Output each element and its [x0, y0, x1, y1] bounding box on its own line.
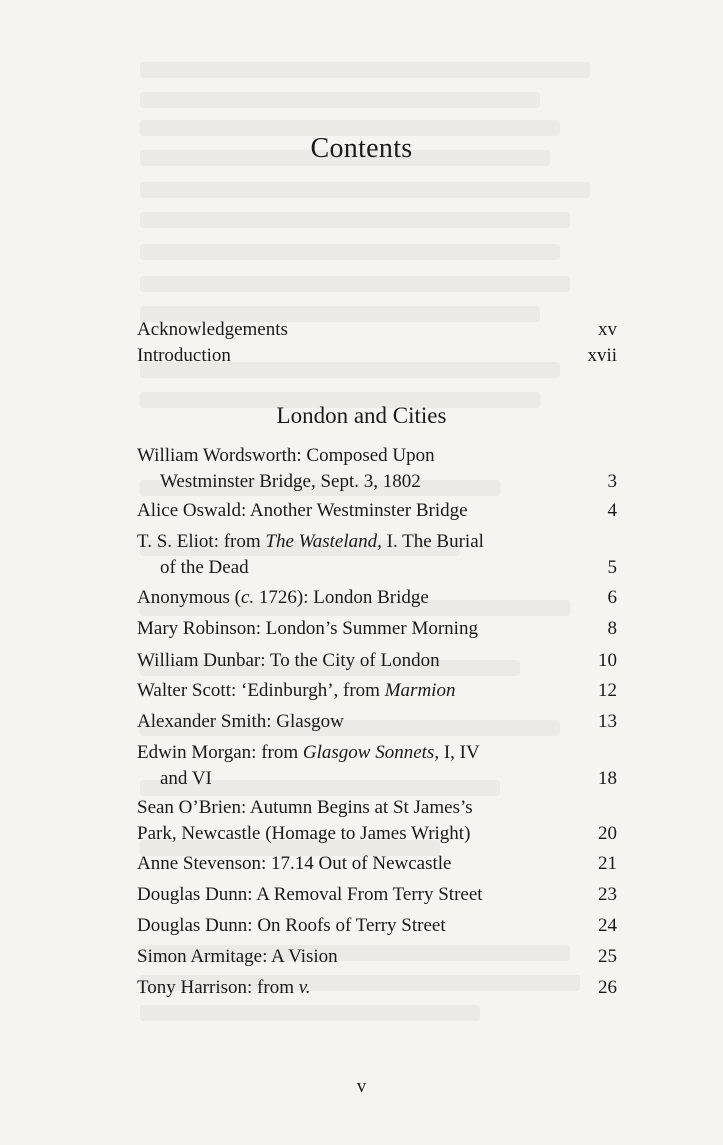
toc-entry[interactable] [137, 944, 617, 970]
toc-entry-title: Sean O’Brien: Autumn Begins at St James’s [137, 797, 473, 818]
toc-entry[interactable] [137, 795, 617, 847]
toc-entry-title: Alice Oswald: Another Westminster Bridge [137, 500, 468, 521]
toc-page-number: 20 [598, 823, 617, 844]
toc-entry-title: William Dunbar: To the City of London [137, 650, 440, 671]
page-title: Contents [310, 133, 413, 164]
toc-entry-title-cont: of the Dead [160, 557, 249, 578]
toc-entry-title: William Wordsworth: Composed Upon [137, 445, 435, 466]
toc-entry-title: Alexander Smith: Glasgow [137, 711, 344, 732]
toc-page-number: 6 [607, 587, 617, 608]
toc-entry[interactable] [137, 851, 617, 877]
toc-page-number: xv [598, 319, 617, 340]
toc-entry-title-cont: and VI [160, 768, 212, 789]
toc-page-number: 8 [607, 618, 617, 639]
toc-entry[interactable] [137, 882, 617, 908]
toc-entry-introduction[interactable] [137, 343, 617, 369]
section-heading: London and Cities [276, 403, 447, 428]
toc-entry-title: T. S. Eliot: from The Wasteland, I. The Burial [137, 531, 484, 552]
toc-entry-title: Anonymous (c. 1726): London Bridge [137, 587, 429, 608]
toc-entry[interactable] [137, 709, 617, 735]
toc-entry[interactable] [137, 740, 617, 792]
toc-entry-acknowledgements[interactable] [137, 317, 617, 343]
toc-entry-title: Tony Harrison: from v. [137, 977, 311, 998]
toc-page-number: 4 [607, 500, 617, 521]
toc-entry-title: Edwin Morgan: from Glasgow Sonnets, I, IV [137, 742, 480, 763]
toc-page-number: 23 [598, 884, 617, 905]
toc-entry[interactable] [137, 975, 617, 1001]
toc-entry-title: Mary Robinson: London’s Summer Morning [137, 618, 478, 639]
toc-entry-label: Acknowledgements [137, 319, 288, 340]
toc-page-number: 3 [607, 471, 617, 492]
toc-page-number: 21 [598, 853, 617, 874]
toc-entry-title: Simon Armitage: A Vision [137, 946, 338, 967]
toc-entry-title-cont: Park, Newcastle (Homage to James Wright) [137, 823, 471, 844]
toc-entry[interactable] [137, 616, 617, 642]
toc-page-number: 18 [598, 768, 617, 789]
toc-page-number: 24 [598, 915, 617, 936]
toc-entry[interactable] [137, 585, 617, 611]
toc-entry-title: Walter Scott: ‘Edinburgh’, from Marmion [137, 680, 456, 701]
toc-entry-label: Introduction [137, 345, 231, 366]
toc-page-number: 25 [598, 946, 617, 967]
toc-page-number: 12 [598, 680, 617, 701]
toc-entry-title-cont: Westminster Bridge, Sept. 3, 1802 [160, 471, 421, 492]
toc-page-number: 26 [598, 977, 617, 998]
page-folio: v [356, 1076, 367, 1097]
toc-entry[interactable] [137, 648, 617, 674]
toc-page-number: 5 [607, 557, 617, 578]
toc-entry-title: Anne Stevenson: 17.14 Out of Newcastle [137, 853, 452, 874]
toc-page-number: 10 [598, 650, 617, 671]
toc-entry[interactable] [137, 913, 617, 939]
toc-page-number: 13 [598, 711, 617, 732]
toc-entry[interactable] [137, 498, 617, 524]
toc-entry[interactable] [137, 529, 617, 581]
toc-entry-title: Douglas Dunn: On Roofs of Terry Street [137, 915, 446, 936]
toc-entry[interactable] [137, 678, 617, 704]
toc-entry-title: Douglas Dunn: A Removal From Terry Street [137, 884, 483, 905]
toc-page-number: xvii [587, 345, 617, 366]
toc-entry[interactable] [137, 443, 617, 495]
